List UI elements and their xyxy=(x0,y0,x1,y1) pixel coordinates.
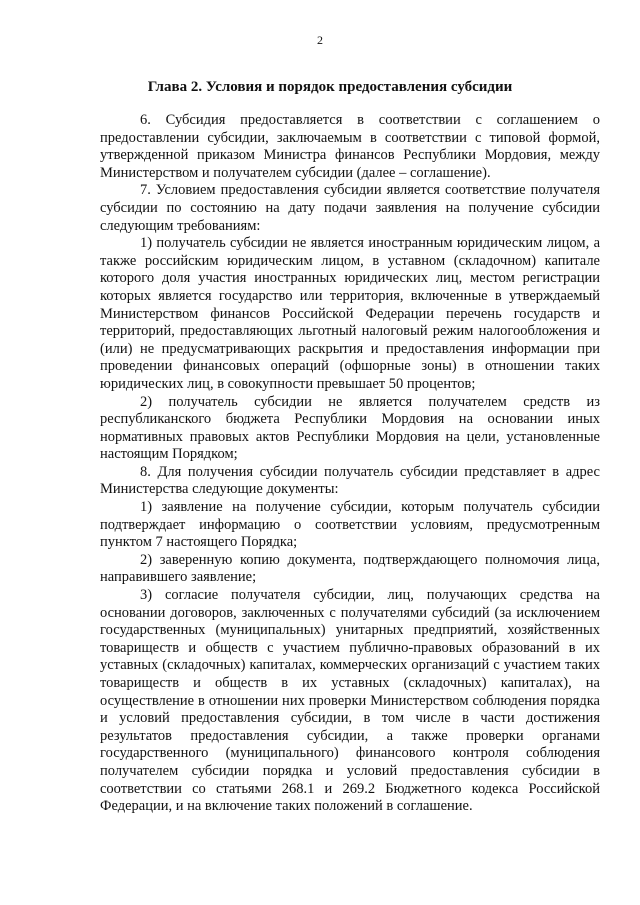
paragraph-8-item-3: 3) согласие получателя субсидии, лиц, получающих средства на основании договоров, заключенных с получателями субсидий (за исключением государственных (муниципальных) унитарных предприятий, хозяйственных товариществ и обществ с участием публично-правовых образований в их уставных (складочных) капиталах, коммерческих организаций с участием таких товариществ и обществ в их уставных (складочных) капиталах), на осуществление в отношении них проверки Министерством соблюдения порядка и условий предоставления субсидии, в том числе в части достижения результатов предоставления субсидии, а также проверки органами государственного (муниципального) финансового контроля соблюдения получателем субсидии порядка и условий предоставления субсидии в соответствии со статьями 268.1 и 269.2 Бюджетного кодекса Российской Федерации, и на включение таких положений в соглашение. xyxy=(100,587,600,815)
paragraph-7: 7. Условием предоставления субсидии является соответствие получателя субсидии по состоянию на дату подачи заявления на получение субсидии следующим требованиям: xyxy=(100,182,600,234)
document-body xyxy=(100,112,600,816)
paragraph-8: 8. Для получения субсидии получатель субсидии представляет в адрес Министерства следующие документы: xyxy=(100,463,600,498)
chapter-title: Глава 2. Условия и порядок предоставления субсидии xyxy=(147,79,513,95)
paragraph-8-item-2: 2) заверенную копию документа, подтверждающего полномочия лица, направившего заявление; xyxy=(100,551,600,586)
page-number: 2 xyxy=(317,33,323,47)
paragraph-7-item-2: 2) получатель субсидии не является получателем средств из республиканского бюджета Республики Мордовия на основании иных нормативных правовых актов Республики Мордовия на цели, установленные настоящим Порядком; xyxy=(100,393,600,463)
paragraph-6: 6. Субсидия предоставляется в соответствии с соглашением о предоставлении субсидии, заключаемым в соответствии с типовой формой, утвержденной приказом Министра финансов Республики Мордовия, между Министерством и получателем субсидии (далее – соглашение). xyxy=(100,112,600,181)
paragraph-7-item-1: 1) получатель субсидии не является иностранным юридическим лицом, а также российским юридическим лицом, в уставном (складочном) капитале которого доля участия иностранных юридических лиц, местом регистрации которых является государство или территория, включенные в утверждаемый Министерством финансов Российской Федерации перечень государств и территорий, предоставляющих льготный налоговый режим налогообложения и (или) не предусматривающих раскрытия и предоставления информации при проведении финансовых операций (офшорные зоны) в отношении таких юридических лиц, в совокупности превышает 50 процентов; xyxy=(100,235,600,392)
paragraph-8-item-1: 1) заявление на получение субсидии, которым получатель субсидии подтверждает информацию о соответствии условиям, предусмотренным пунктом 7 настоящего Порядка; xyxy=(100,499,600,551)
